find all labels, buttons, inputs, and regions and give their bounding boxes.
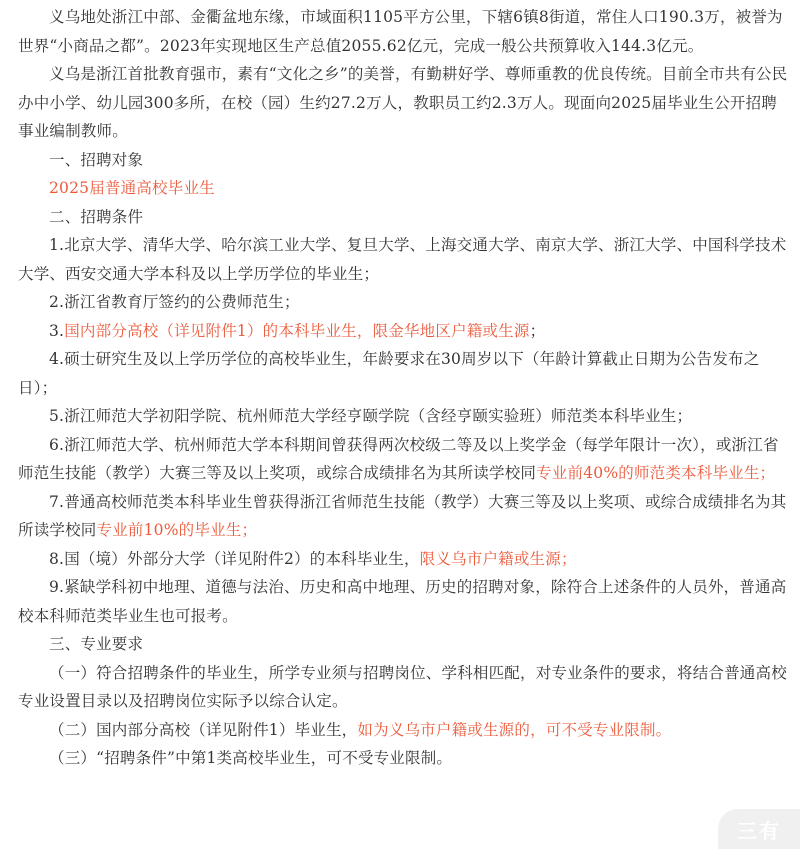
paragraph bbox=[18, 402, 788, 431]
paragraph bbox=[18, 60, 788, 146]
watermark-text: 三有 bbox=[737, 818, 781, 843]
paragraph-text: （三）“招聘条件”中第1类高校毕业生，可不受专业限制。 bbox=[49, 749, 453, 767]
paragraph bbox=[18, 174, 788, 203]
paragraph-text: 6.浙江师范大学、杭州师范大学本科期间曾获得两次校级二等及以上奖学金（每学年限计一次），或浙江省师范生技能（教学）大赛三等及以上奖项，或综合成绩排名为其所读学校同 bbox=[18, 435, 779, 482]
paragraph bbox=[18, 203, 788, 232]
paragraph bbox=[18, 288, 788, 317]
article-body bbox=[18, 3, 788, 773]
highlighted-text: 如为义乌市户籍或生源的，可不受专业限制。 bbox=[357, 720, 672, 739]
paragraph-text: 5.浙江师范大学初阳学院、杭州师范大学经亨颐学院（含经亨颐实验班）师范类本科毕业生； bbox=[49, 407, 693, 425]
watermark-badge bbox=[718, 809, 800, 849]
paragraph-text: （二）国内部分高校（详见附件1）毕业生， bbox=[49, 720, 358, 739]
paragraph-text: 9.紧缺学科初中地理、道德与法治、历史和高中地理、历史的招聘对象，除符合上述条件的人员外，普通高校本科师范类毕业生也可报考。 bbox=[18, 578, 787, 625]
paragraph bbox=[18, 716, 788, 745]
paragraph bbox=[18, 345, 788, 402]
paragraph-text: 2.浙江省教育厅签约的公费师范生； bbox=[49, 293, 300, 311]
paragraph-text: 4.硕士研究生及以上学历学位的高校毕业生，年龄要求在30周岁以下（年龄计算截止日期为公告发布之日）； bbox=[18, 350, 760, 397]
paragraph bbox=[18, 573, 788, 630]
paragraph bbox=[18, 545, 788, 574]
paragraph bbox=[18, 317, 788, 346]
paragraph-text: （一）符合招聘条件的毕业生，所学专业须与招聘岗位、学科相匹配，对专业条件的要求，将结合普通高校专业设置目录以及招聘岗位实际予以综合认定。 bbox=[18, 663, 787, 710]
paragraph-text: 三、专业要求 bbox=[49, 635, 144, 653]
paragraph-text: 8.国（境）外部分大学（详见附件2）的本科毕业生， bbox=[49, 549, 420, 568]
paragraph bbox=[18, 659, 788, 716]
highlighted-text: 专业前40%的师范类本科毕业生； bbox=[536, 464, 776, 482]
paragraph bbox=[18, 488, 788, 545]
highlighted-text: 专业前10%的毕业生； bbox=[96, 521, 258, 539]
highlighted-text: 国内部分高校（详见附件1）的本科毕业生，限金华地区户籍或生源 bbox=[64, 321, 530, 340]
paragraph bbox=[18, 146, 788, 175]
paragraph bbox=[18, 3, 788, 60]
paragraph-text: 二、招聘条件 bbox=[49, 207, 144, 226]
highlighted-text: 限义乌市户籍或生源； bbox=[419, 549, 577, 568]
paragraph-text: 一、招聘对象 bbox=[49, 150, 144, 169]
paragraph bbox=[18, 431, 788, 488]
paragraph-text: ； bbox=[529, 321, 546, 340]
paragraph bbox=[18, 630, 788, 659]
paragraph bbox=[18, 231, 788, 288]
paragraph-text: 义乌地处浙江中部、金衢盆地东缘，市域面积1105平方公里，下辖6镇8街道，常住人口190.3万，被誉为世界“小商品之都”。2023年实现地区生产总值2055.62亿元，完成一般公共预算收入144.3亿元。 bbox=[18, 8, 783, 55]
paragraph-text: 7.普通高校师范类本科毕业生曾获得浙江省师范生技能（教学）大赛三等及以上奖项、或综合成绩排名为其所读学校同 bbox=[18, 492, 787, 539]
paragraph-text: 1.北京大学、清华大学、哈尔滨工业大学、复旦大学、上海交通大学、南京大学、浙江大学、中国科学技术大学、西安交通大学本科及以上学历学位的毕业生； bbox=[18, 236, 787, 283]
paragraph-text: 义乌是浙江首批教育强市，素有“文化之乡”的美誉，有勤耕好学、尊师重教的优良传统。目前全市共有公民办中小学、幼儿园300多所，在校（园）生约27.2万人，教职员工约2.3万人。现面向2025届毕业生公开招聘事业编制教师。 bbox=[18, 65, 788, 140]
paragraph bbox=[18, 744, 788, 773]
highlighted-text: 2025届普通高校毕业生 bbox=[49, 179, 215, 197]
paragraph-text: 3. bbox=[49, 321, 65, 340]
